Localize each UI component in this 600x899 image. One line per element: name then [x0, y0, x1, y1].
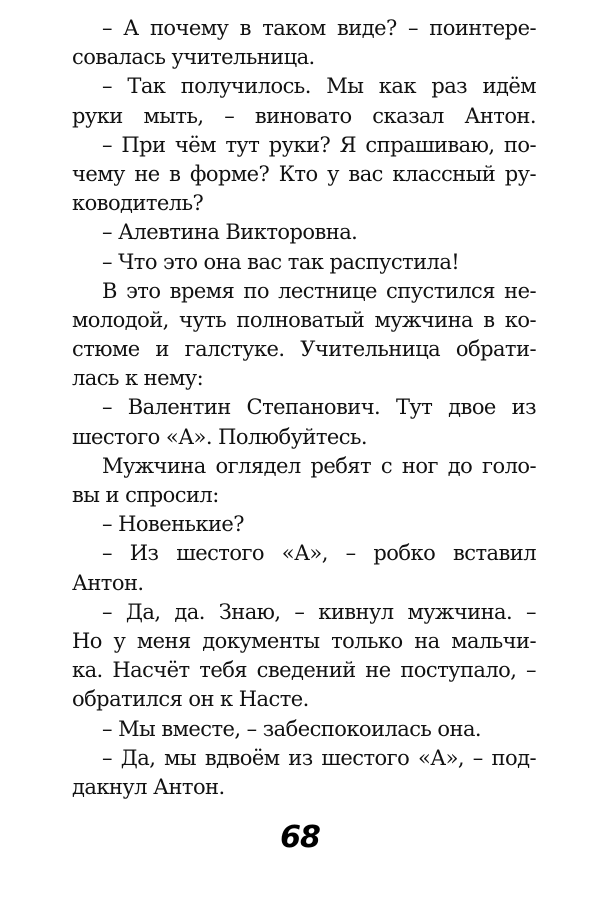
- text-line: шестого «А». Полюбуйтесь.: [72, 424, 367, 449]
- text-line: ка. Насчёт тебя сведений не поступало, –: [72, 658, 536, 683]
- text-line: Антон.: [72, 570, 144, 595]
- text-line: стюме и галстуке. Учительница обрати-: [72, 337, 536, 362]
- text-line: – Мы вместе, – забеспокоилась она.: [102, 716, 482, 741]
- text-line: В это время по лестнице спустился не-: [102, 278, 536, 303]
- text-line: – Да, мы вдвоём из шестого «А», – под-: [102, 745, 536, 770]
- page-number: 68: [280, 820, 320, 855]
- text-line: совалась учительница.: [72, 45, 315, 70]
- text-line: лась к нему:: [72, 366, 204, 391]
- text-line: Мужчина оглядел ребят с ног до голо-: [102, 453, 536, 478]
- text-line: вы и спросил:: [72, 483, 219, 507]
- text-line: – При чём тут руки? Я спрашиваю, по-: [102, 132, 536, 157]
- text-line: – Так получилось. Мы как раз идём: [102, 74, 536, 99]
- text-line: – Валентин Степанович. Тут двое из: [102, 395, 536, 420]
- text-line: – Алевтина Викторовна.: [102, 220, 358, 245]
- text-line: ководитель?: [72, 191, 204, 216]
- text-line: – Да, да. Знаю, – кивнул мужчина. –: [102, 599, 536, 624]
- text-line: молодой, чуть полноватый мужчина в ко-: [72, 307, 536, 332]
- text-line: – А почему в таком виде? – поинтере-: [102, 16, 536, 40]
- text-line: – Из шестого «А», – робко вставил: [102, 541, 536, 566]
- text-line: – Что это она вас так распустила!: [102, 249, 460, 274]
- text-line: чему не в форме? Кто у вас классный ру-: [72, 161, 536, 186]
- text-line: – Новенькие?: [102, 512, 245, 537]
- text-line: Но у меня документы только на мальчи-: [72, 628, 536, 653]
- text-line: дакнул Антон.: [72, 774, 225, 799]
- page-text: [72, 14, 536, 802]
- text-line: обратился он к Насте.: [72, 687, 309, 712]
- text-line: руки мыть, – виновато сказал Антон.: [72, 103, 536, 128]
